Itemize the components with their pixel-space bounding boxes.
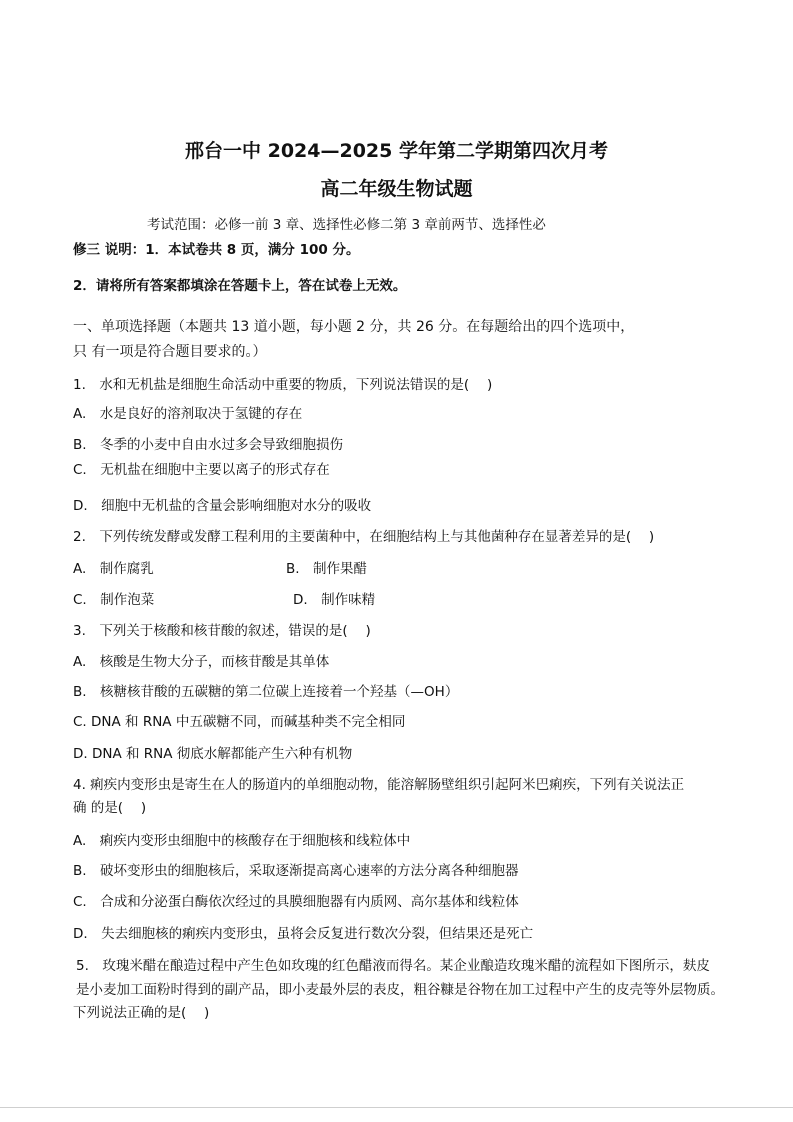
note-2: 2．请将所有答案都填涂在答题卡上，答在试卷上无效。 bbox=[73, 278, 407, 294]
q2-option-d: D. 制作味精 bbox=[293, 592, 376, 608]
q3-option-c: C. DNA 和 RNA 中五碳糖不同，而碱基种类不完全相同 bbox=[73, 714, 406, 730]
q3-option-d: D. DNA 和 RNA 彻底水解都能产生六种有机物 bbox=[73, 746, 353, 762]
q1-stem: 1. 水和无机盐是细胞生命活动中重要的物质，下列说法错误的是( ) bbox=[73, 377, 493, 393]
q4-stem-line-1: 4. 痢疾内变形虫是寄生在人的肠道内的单细胞动物，能溶解肠壁组织引起阿米巴痢疾，下列有关说法正 bbox=[73, 777, 685, 793]
q5-stem-line-2: 是小麦加工面粉时得到的副产品，即小麦最外层的表皮，粗谷糠是谷物在加工过程中产生的皮壳等外层物质。 bbox=[76, 982, 724, 998]
scope-line-1: 考试范围：必修一前 3 章、选择性必修二第 3 章前两节、选择性必 bbox=[147, 217, 546, 233]
scope-line-2: 修三 说明：1．本试卷共 8 页，满分 100 分。 bbox=[73, 242, 360, 258]
exam-subtitle: 高二年级生物试题 bbox=[320, 178, 473, 200]
q1-option-c: C. 无机盐在细胞中主要以离子的形式存在 bbox=[73, 462, 330, 478]
q4-option-d: D. 失去细胞核的痢疾内变形虫，虽将会反复进行数次分裂，但结果还是死亡 bbox=[73, 926, 534, 942]
exam-title: 邢台一中 2024—2025 学年第二学期第四次月考 bbox=[185, 140, 608, 162]
q4-option-c: C. 合成和分泌蛋白酶依次经过的具膜细胞器有内质网、高尔基体和线粒体 bbox=[73, 894, 519, 910]
q3-option-a: A. 核酸是生物大分子，而核苷酸是其单体 bbox=[73, 654, 330, 670]
page-bottom-divider bbox=[0, 1107, 793, 1108]
section-heading-line-2: 只 有一项是符合题目要求的。） bbox=[73, 344, 267, 360]
q2-option-a: A. 制作腐乳 bbox=[73, 561, 154, 577]
q4-option-a: A. 痢疾内变形虫细胞中的核酸存在于细胞核和线粒体中 bbox=[73, 833, 411, 849]
q3-stem: 3. 下列关于核酸和核苷酸的叙述，错误的是( ) bbox=[73, 623, 371, 639]
q3-option-b: B. 核糖核苷酸的五碳糖的第二位碳上连接着一个羟基（—OH） bbox=[73, 684, 459, 700]
q1-option-a: A. 水是良好的溶剂取决于氢键的存在 bbox=[73, 406, 303, 422]
q2-stem: 2. 下列传统发酵或发酵工程利用的主要菌种中，在细胞结构上与其他菌种存在显著差异的是( ) bbox=[73, 529, 655, 545]
section-heading-line-1: 一、单项选择题（本题共 13 道小题，每小题 2 分，共 26 分。在每题给出的四个选项中， bbox=[73, 319, 635, 335]
q1-option-b: B. 冬季的小麦中自由水过多会导致细胞损伤 bbox=[73, 437, 344, 453]
q2-option-b: B. 制作果醋 bbox=[286, 561, 368, 577]
q1-option-d: D. 细胞中无机盐的含量会影响细胞对水分的吸收 bbox=[73, 498, 372, 514]
q5-stem-line-1: 5. 玫瑰米醋在酿造过程中产生色如玫瑰的红色醋液而得名。某企业酿造玫瑰米醋的流程如下图所示，麸皮 bbox=[76, 958, 710, 974]
q4-option-b: B. 破坏变形虫的细胞核后，采取逐渐提高离心速率的方法分离各种细胞器 bbox=[73, 863, 519, 879]
q5-stem-line-3: 下列说法正确的是( ) bbox=[73, 1005, 210, 1021]
q2-option-c: C. 制作泡菜 bbox=[73, 592, 155, 608]
q4-stem-line-2: 确 的是( ) bbox=[73, 800, 147, 816]
